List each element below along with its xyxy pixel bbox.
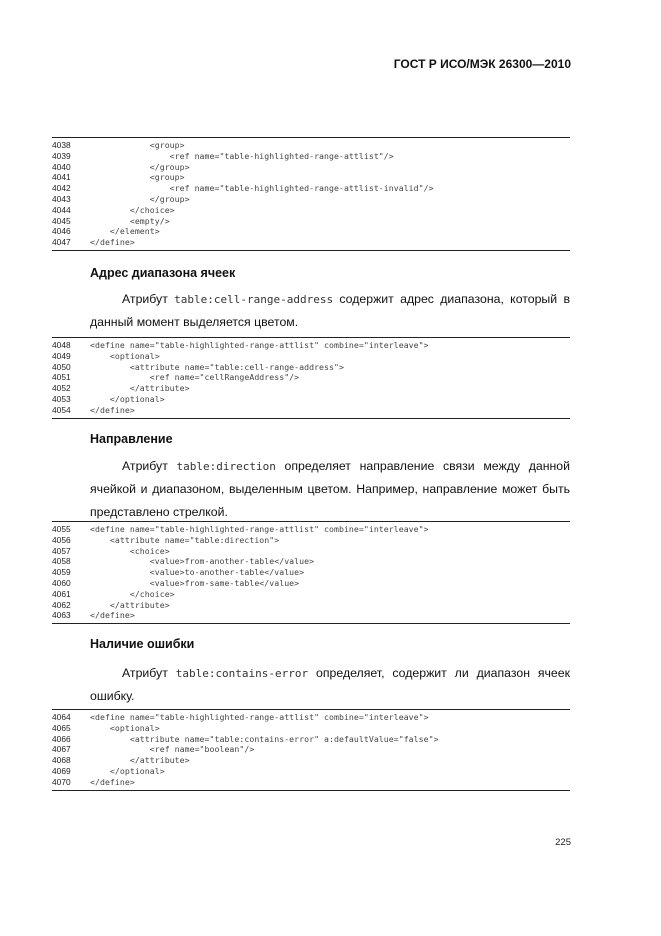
code-text: <ref name="table-highlighted-range-attlist-invalid"/> <box>90 183 434 194</box>
line-number: 4061 <box>52 588 71 599</box>
code-text: <ref name="table-highlighted-range-attlist"/> <box>90 150 394 161</box>
code-text: <value>from-another-table</value> <box>90 556 315 567</box>
line-number: 4060 <box>52 577 71 588</box>
code-line <box>52 546 570 557</box>
para-text: Атрибут <box>122 292 175 306</box>
code-text: </attribute> <box>90 383 190 394</box>
para-text: определяет, содержит ли диапазон ячеек ошибку. <box>90 666 570 703</box>
line-number: 4047 <box>52 237 71 248</box>
line-number: 4064 <box>52 712 71 722</box>
document-header: ГОСТ Р ИСО/МЭК 26300—2010 <box>393 57 571 71</box>
line-number: 4057 <box>52 545 71 556</box>
code-line <box>52 589 570 600</box>
code-text: <choice> <box>90 545 170 556</box>
line-number: 4052 <box>52 383 71 394</box>
code-line <box>52 183 570 194</box>
line-number: 4062 <box>52 599 71 610</box>
code-text: <empty/> <box>90 215 170 226</box>
code-block-4 <box>52 709 570 791</box>
line-number: 4054 <box>52 404 71 415</box>
line-number: 4053 <box>52 393 71 404</box>
code-text: <ref name="boolean"/> <box>90 744 255 755</box>
line-number: 4042 <box>52 183 71 194</box>
line-number: 4041 <box>52 172 71 183</box>
line-number: 4038 <box>52 140 71 150</box>
code-text: <attribute name="table:contains-error" a:defaultValue="false"> <box>90 733 439 744</box>
code-line <box>52 744 570 755</box>
code-line <box>52 394 570 405</box>
para-text: определяет направление связи между данной ячейкой и диапазоном, выделенным цветом. Например, направление может быть представлено стрелкой. <box>90 459 571 519</box>
code-line <box>52 205 570 216</box>
code-block-3 <box>52 521 570 624</box>
code-text: <define name="table-highlighted-range-attlist" combine="interleave"> <box>90 524 429 534</box>
code-text: </define> <box>90 776 135 787</box>
code-text: </define> <box>90 610 135 621</box>
line-number: 4050 <box>52 361 71 372</box>
code-text: </optional> <box>90 393 165 404</box>
line-number: 4049 <box>52 350 71 361</box>
line-number: 4068 <box>52 755 71 766</box>
code-text: <optional> <box>90 722 160 733</box>
code-line <box>52 405 570 416</box>
code-text: <group> <box>90 140 185 150</box>
code-line <box>52 351 570 362</box>
line-number: 4069 <box>52 765 71 776</box>
code-line <box>52 556 570 567</box>
attribute-code: table:direction <box>176 460 276 473</box>
paragraph-error <box>90 662 570 708</box>
code-text: </attribute> <box>90 755 190 766</box>
code-block-1 <box>52 137 570 251</box>
code-text: <value>from-same-table</value> <box>90 577 300 588</box>
para-text: Атрибут <box>122 459 177 473</box>
code-text: <attribute name="table:cell-range-address"> <box>90 361 344 372</box>
code-line <box>52 524 570 535</box>
code-text: </group> <box>90 193 190 204</box>
code-line <box>52 162 570 173</box>
line-number: 4058 <box>52 556 71 567</box>
line-number: 4039 <box>52 150 71 161</box>
line-number: 4070 <box>52 776 71 787</box>
code-block-2 <box>52 337 570 419</box>
code-line <box>52 237 570 248</box>
code-text: <group> <box>90 172 185 183</box>
code-line <box>52 578 570 589</box>
line-number: 4051 <box>52 372 71 383</box>
code-line <box>52 777 570 788</box>
code-line <box>52 734 570 745</box>
line-number: 4044 <box>52 204 71 215</box>
line-number: 4063 <box>52 610 71 621</box>
code-line <box>52 362 570 373</box>
line-number: 4055 <box>52 524 71 534</box>
line-number: 4065 <box>52 722 71 733</box>
line-number: 4045 <box>52 215 71 226</box>
code-text: </define> <box>90 237 135 248</box>
code-line <box>52 766 570 777</box>
code-line <box>52 151 570 162</box>
code-line <box>52 712 570 723</box>
code-text: <optional> <box>90 350 160 361</box>
line-number: 4059 <box>52 567 71 578</box>
line-number: 4067 <box>52 744 71 755</box>
paragraph-direction <box>90 455 570 524</box>
code-text: <value>to-another-table</value> <box>90 567 305 578</box>
heading-range-address: Адрес диапазона ячеек <box>90 266 236 280</box>
code-line <box>52 383 570 394</box>
code-line <box>52 340 570 351</box>
line-number: 4046 <box>52 226 71 237</box>
code-line <box>52 567 570 578</box>
para-text: содержит адрес диапазона, который в данный момент выделяется цветом. <box>90 292 570 329</box>
code-text: </define> <box>90 404 135 415</box>
code-text: </attribute> <box>90 599 170 610</box>
attribute-code: table:cell-range-address <box>174 293 334 306</box>
code-line <box>52 216 570 227</box>
code-text: </element> <box>90 226 160 237</box>
line-number: 4066 <box>52 733 71 744</box>
attribute-code: table:contains-error <box>175 667 309 680</box>
code-line <box>52 723 570 734</box>
code-line <box>52 372 570 383</box>
code-line <box>52 755 570 766</box>
line-number: 4056 <box>52 534 71 545</box>
line-number: 4048 <box>52 340 71 350</box>
code-line <box>52 140 570 151</box>
code-text: </choice> <box>90 204 175 215</box>
code-text: </choice> <box>90 588 175 599</box>
code-line <box>52 535 570 546</box>
heading-error: Наличие ошибки <box>90 637 195 651</box>
page-number: 225 <box>555 837 571 848</box>
code-text: <define name="table-highlighted-range-attlist" combine="interleave"> <box>90 340 429 350</box>
code-text: </group> <box>90 161 190 172</box>
code-line <box>52 172 570 183</box>
code-line <box>52 610 570 621</box>
code-line <box>52 194 570 205</box>
code-text: <ref name="cellRangeAddress"/> <box>90 372 300 383</box>
code-text: </optional> <box>90 765 165 776</box>
code-line <box>52 600 570 611</box>
code-text: <define name="table-highlighted-range-attlist" combine="interleave"> <box>90 712 429 722</box>
paragraph-range-address <box>90 288 570 334</box>
code-line <box>52 226 570 237</box>
line-number: 4040 <box>52 161 71 172</box>
code-text: <attribute name="table:direction"> <box>90 534 280 545</box>
para-text: Атрибут <box>122 666 176 680</box>
heading-direction: Направление <box>90 432 173 446</box>
line-number: 4043 <box>52 193 71 204</box>
